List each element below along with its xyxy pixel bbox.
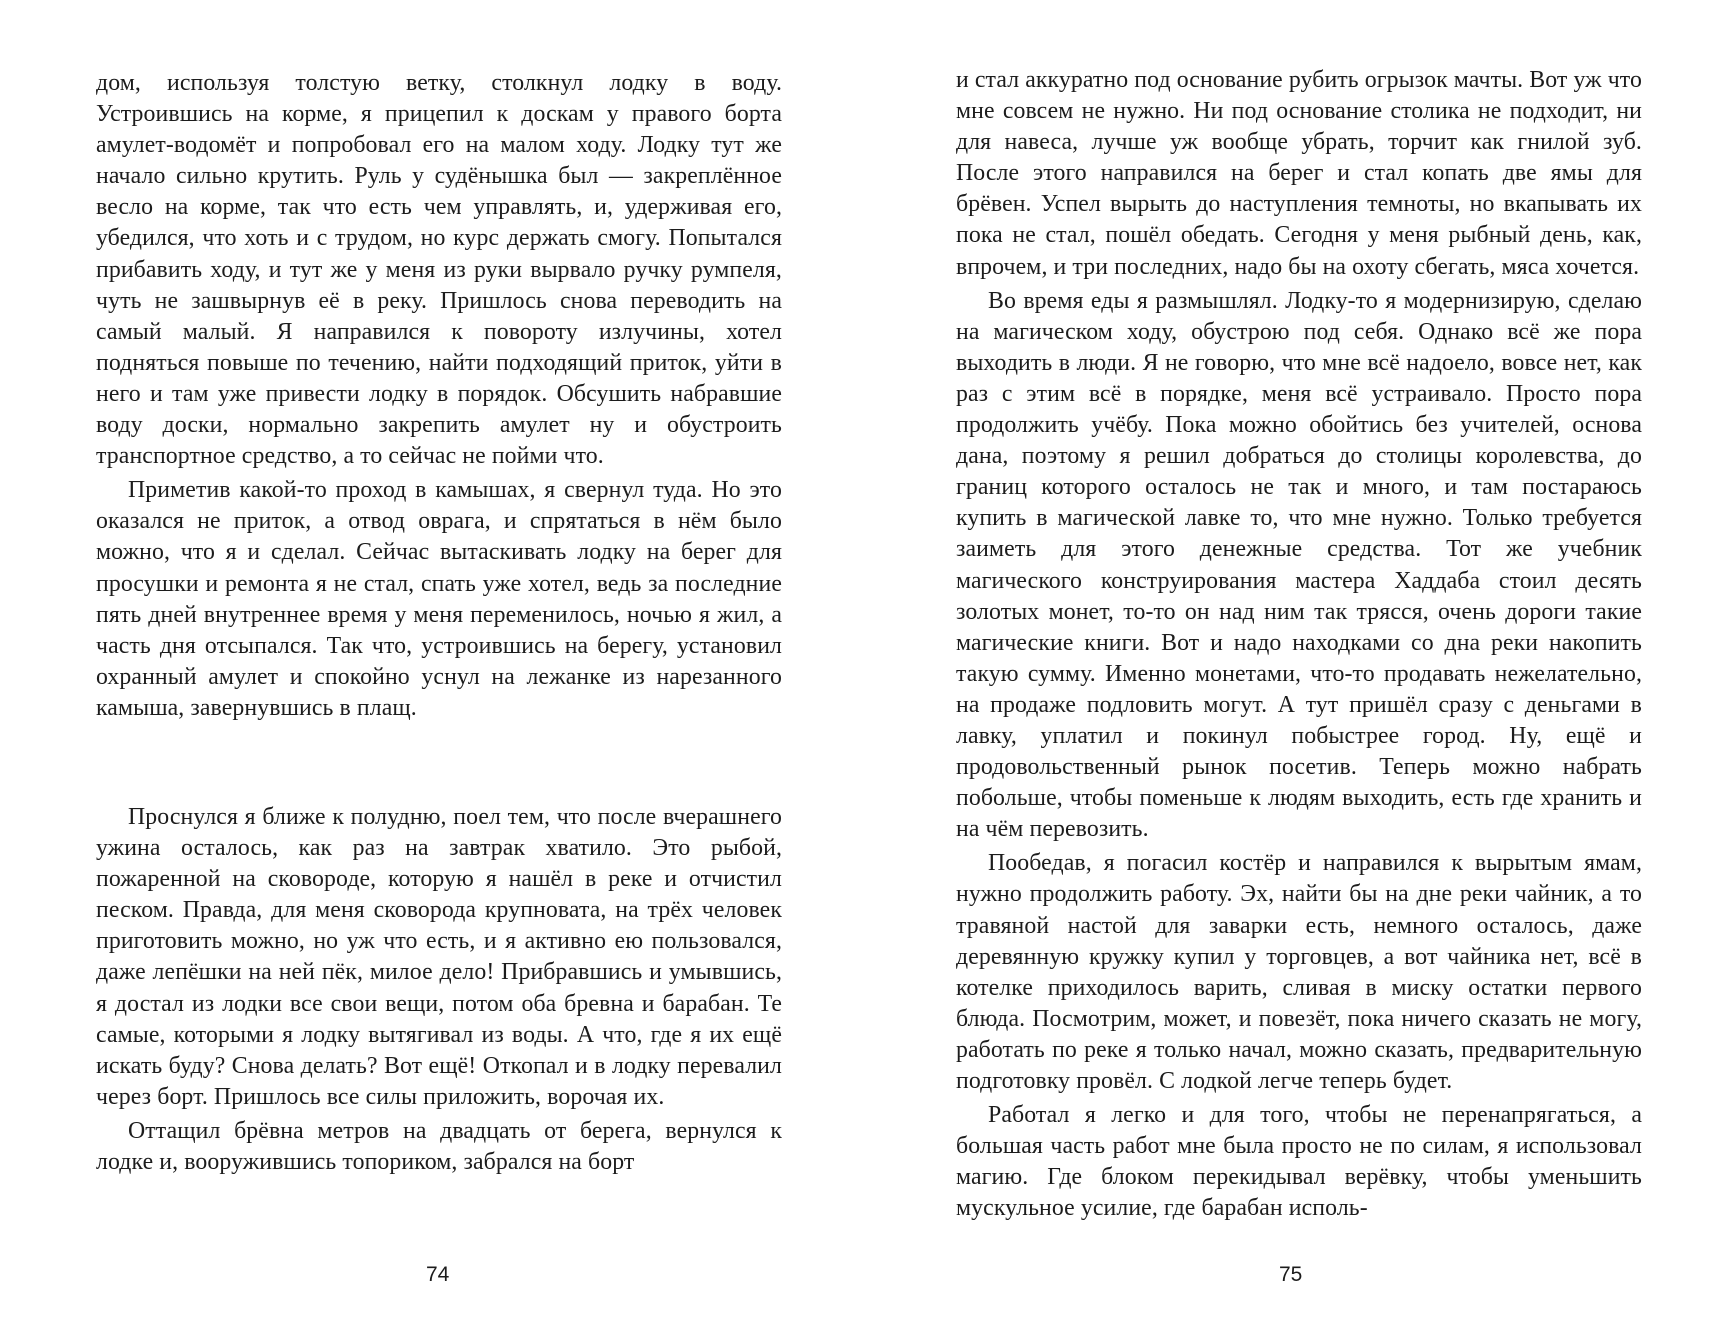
paragraph: дом, используя толстую ветку, столкнул лодку в воду. Устроившись на корме, я прицепил к доскам у правого борта амулет-водомёт и попробовал его на малом ходу. Лодку тут же начало сильно крутить. Руль у судёнышка был — закреплённое весло на корме, так что есть чем управлять, и, удерживая его, убедился, что хоть и с трудом, но курс держать смогу. Попытался прибавить ходу, и тут же у меня из руки вырвало ручку румпеля, чуть не зашвырнув её в реку. Пришлось снова переводить на самый малый. Я направился к повороту излучины, хотел подняться повыше по течению, найти подходящий приток, уйти в него и там уже привести лодку в порядок. Обсушить набравшие воду доски, нормально закрепить амулет ну и обустроить транспортное средство, а то сейчас не пойми что. — [96, 70, 782, 470]
paragraph: Во время еды я размышлял. Лодку-то я модернизирую, сделаю на магическом ходу, обустрою под себя. Однако всё же пора выходить в люди. Я не говорю, что мне всё надоело, вовсе нет, как раз с этим всё в порядке, меня всё устраивало. Просто пора продолжить учёбу. Пока можно обойтись без учителей, основа дана, поэтому я решил добраться до столицы королевства, до границ которого осталось не так и много, и там постараюсь купить в магической лавке то, что мне нужно. Только требуется заиметь для этого денежные средства. Тот же учебник магического конструирования мастера Хаддаба стоил десять золотых монет, то-то он над ним так трясся, очень дороги такие магические книги. Вот и надо находками со дна реки накопить такую сумму. Именно монетами, что-то продавать нежелательно, на продаже подловить могут. А тут пришёл сразу с деньгами в лавку, уплатил и покинул побыстрее город. Ну, ещё и продовольственный рынок посетив. Теперь можно набрать побольше, чтобы поменьше к людям выходить, есть где хранить и на чём перевозить. — [956, 287, 1642, 843]
page-number-left: 74 — [426, 1263, 450, 1286]
paragraph: Работал я легко и для того, чтобы не перенапрягаться, а большая часть работ мне была просто не по силам, я использовал магию. Где блоком перекидывал верёвку, чтобы уменьшить мускульное усилие, где барабан исполь- — [956, 1102, 1642, 1222]
paragraph: Пообедав, я погасил костёр и направился к вырытым ямам, нужно продолжить работу. Эх, найти бы на дне реки чайник, а то травяной настой для заварки есть, немного осталось, даже деревянную кружку купил у торговцев, а вот чайника нет, всё в котелке приходилось варить, сливая в миску остатки первого блюда. Посмотрим, может, и повезёт, пока ничего сказать не могу, работать по реке я только начал, можно сказать, предварительную подготовку провёл. С лодкой легче теперь будет. — [956, 850, 1642, 1094]
page-number-right: 75 — [1279, 1263, 1303, 1286]
left-page-text — [96, 68, 782, 1178]
right-page-text — [956, 65, 1642, 1224]
right-page — [861, 0, 1722, 1341]
paragraph: и стал аккуратно под основание рубить огрызок мачты. Вот уж что мне совсем не нужно. Ни под основание столика не подходит, ни для навеса, лучше уж вообще убрать, торчит как гнилой зуб. После этого направился на берег и стал копать две ямы для брёвен. Успел вырыть до наступления темноты, но вкапывать их пока не стал, пошёл обедать. Сегодня у меня рыбный день, как, впрочем, и три последних, надо бы на охоту сбегать, мяса хочется. — [956, 67, 1642, 280]
paragraph: Проснулся я ближе к полудню, поел тем, что после вчерашнего ужина осталось, как раз на завтрак хватило. Это рыбой, пожаренной на сковороде, которую я нашёл в реке и отчистил песком. Правда, для меня сковорода крупновата, на трёх человек приготовить можно, но уж что есть, и я активно ею пользовался, даже лепёшки на ней пёк, милое дело! Прибравшись и умывшись, я достал из лодки все свои вещи, потом оба бревна и барабан. Те самые, которыми я лодку вытягивал из воды. А что, где я их ещё искать буду? Снова делать? Вот ещё! Откопал и в лодку перевалил через борт. Пришлось все силы приложить, ворочая их. — [96, 803, 782, 1110]
section-break — [96, 724, 782, 802]
paragraph: Оттащил брёвна метров на двадцать от берега, вернулся к лодке и, вооружившись топориком, забрался на борт — [96, 1117, 782, 1175]
paragraph: Приметив какой-то проход в камышах, я свернул туда. Но это оказался не приток, а отвод оврага, и спрятаться в нём было можно, что я и сделал. Сейчас вытаскивать лодку на берег для просушки и ремонта я не стал, спать уже хотел, ведь за последние пять дней внутреннее время у меня переменилось, ночью я жил, а часть дня отсыпался. Так что, устроившись на берегу, установил охранный амулет и спокойно уснул на лежанке из нарезанного камыша, завернувшись в плащ. — [96, 477, 782, 721]
